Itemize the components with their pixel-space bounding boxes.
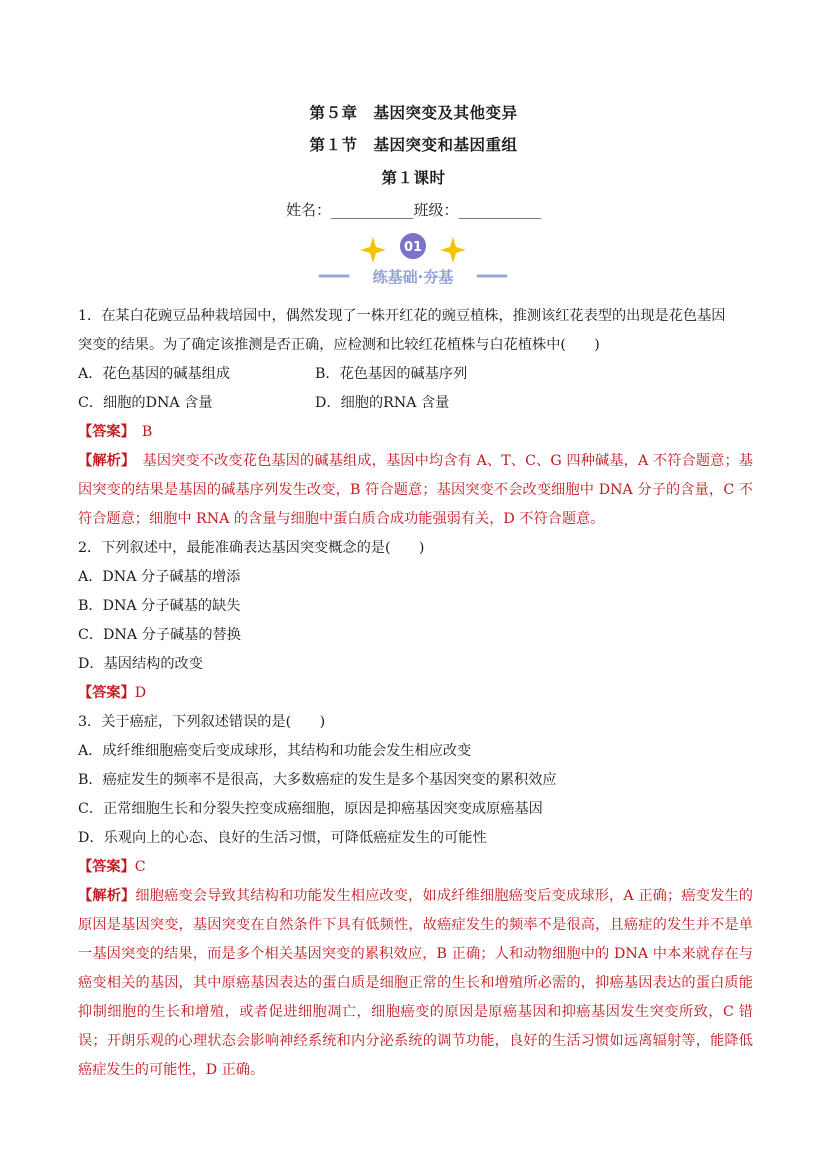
q2-option-b: B．DNA 分子碱基的缺失 — [78, 598, 241, 614]
q1-option-a: A．花色基因的碱基组成 — [78, 366, 231, 382]
q2-answer — [78, 679, 753, 708]
q2-option-d: D．基因结构的改变 — [78, 656, 203, 672]
q1-option-c: C．细胞的DNA 含量 — [78, 395, 213, 411]
q1-option-d: D．细胞的RNA 含量 — [315, 395, 450, 411]
q1-options-row2 — [78, 389, 753, 418]
q1-analysis-label: 【解析】 — [78, 453, 129, 469]
q3-answer-value: C — [134, 859, 146, 875]
q1-stem-line2: 突变的结果。为了确定该推测是否正确，应检测和比较红花植株与白花植株中( ) — [78, 337, 600, 353]
badge-title: 练基础·夯基 — [372, 268, 454, 286]
q1-option-b: B．花色基因的碱基序列 — [315, 366, 468, 382]
q1-analysis — [78, 447, 753, 534]
sparkle-left-icon — [360, 237, 386, 263]
q3-answer — [78, 853, 753, 882]
q3-answer-label: 【答案】 — [78, 859, 135, 875]
q1-answer-label: 【答案】 — [78, 424, 128, 440]
name-class-line: 姓名：___________班级：___________ — [285, 201, 541, 219]
question-content — [78, 302, 753, 1085]
lesson-title: 第１课时 — [381, 168, 446, 187]
q2-answer-value: D — [134, 685, 147, 701]
q3-analysis — [78, 882, 753, 1085]
q3-analysis-text: 细胞癌变会导致其结构和功能发生相应改变，如成纤维细胞癌变后变成球形，A 正确；癌变发生的原因是基因突变，基因突变在自然条件下具有低频性，故癌症发生的频率不是很高，且癌症的发生并不是单一基因突变的结果，而是多个相关基因突变的累积效应，B 正确；人和动物细胞中的 DNA 中本来就存在与癌变相关的基因，其中原癌基因表达的蛋白质是细胞正常的生长和增殖所必需的，抑癌基因表达的蛋白质能抑制细胞的生长和增殖，或者促进细胞凋亡，细胞癌变的原因是原癌基因和抑癌基因发生突变所致，C 错误；开朗乐观的心理状态会影响神经系统和内分泌系统的调节功能，良好的生活习惯如远离辐射等，能降低癌症发生的可能性，D 正确。 — [78, 888, 753, 1078]
q2-stem: 2．下列叙述中，最能准确表达基因突变概念的是( ) — [78, 540, 425, 556]
q3-option-b: B．癌症发生的频率不是很高，大多数癌症的发生是多个基因突变的累积效应 — [78, 772, 557, 788]
q1-stem-line1: 1．在某白花豌豆品种栽培园中，偶然发现了一株开红花的豌豆植株，推测该红花表型的出现是花色基因 — [78, 308, 726, 324]
q3-stem: 3．关于癌症，下列叙述错误的是( ) — [78, 714, 326, 730]
section-title: 第１节 基因突变和基因重组 — [309, 135, 518, 154]
q1-options-row1 — [78, 360, 753, 389]
q2-option-c: C．DNA 分子碱基的替换 — [78, 627, 241, 643]
q3-analysis-label: 【解析】 — [78, 888, 136, 904]
q3-option-d: D．乐观向上的心态、良好的生活习惯，可降低癌症发生的可能性 — [78, 830, 487, 846]
badge-number: 01 — [403, 240, 423, 255]
sparkle-right-icon — [440, 237, 466, 263]
chapter-title: 第５章 基因突变及其他变异 — [309, 103, 518, 122]
q1-analysis-text: 基因突变不改变花色基因的碱基组成，基因中均含有 A、T、C、G 四种碱基，A 不符合题意；基因突变的结果是基因的碱基序列发生改变，B 符合题意；基因突变不会改变细胞中 DNA 分子的含量，C 不符合题意；细胞中 RNA 的含量与细胞中蛋白质合成功能强弱有关，D 不符合题意。 — [78, 453, 753, 527]
q2-option-a: A．DNA 分子碱基的增添 — [78, 569, 241, 585]
section-badge — [318, 229, 508, 287]
q1-answer-value: B — [127, 424, 153, 440]
q1-answer — [78, 418, 753, 447]
q3-option-a: A．成纤维细胞癌变后变成球形，其结构和功能会发生相应改变 — [78, 743, 472, 759]
q2-answer-label: 【答案】 — [78, 685, 135, 701]
q3-option-c: C．正常细胞生长和分裂失控变成癌细胞，原因是抑癌基因突变成原癌基因 — [78, 801, 543, 817]
